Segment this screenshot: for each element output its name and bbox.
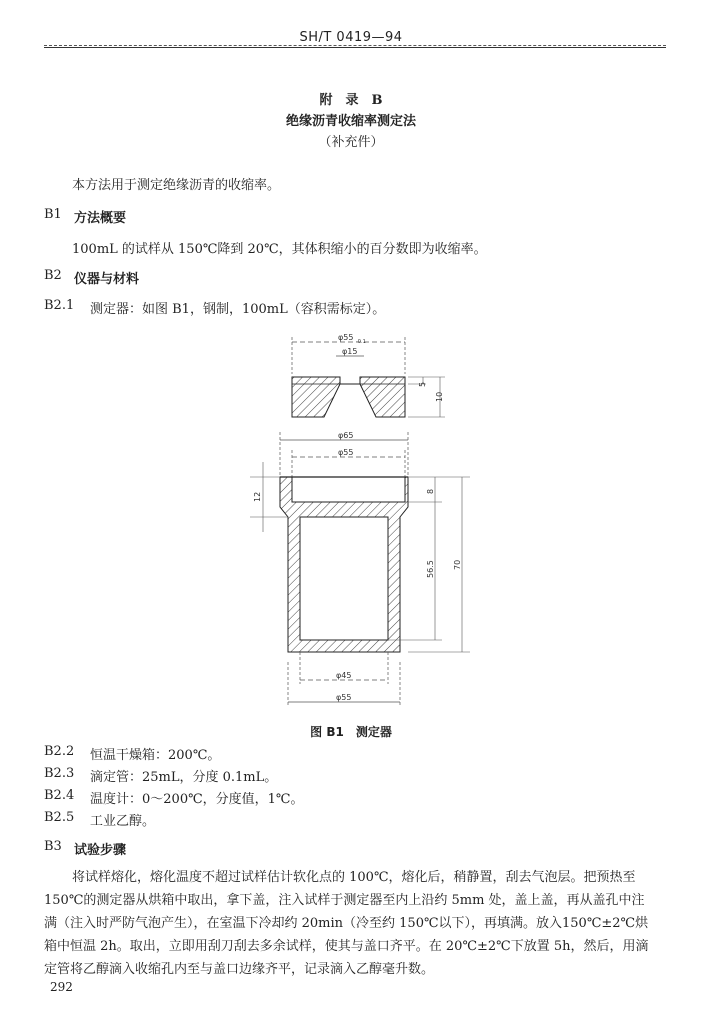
dim-bottom-inner: φ45 bbox=[336, 671, 352, 680]
section-b2-3-number: B2.3 bbox=[44, 766, 75, 781]
dim-inner-depth: 56.5 bbox=[426, 560, 435, 578]
header-rule bbox=[44, 45, 666, 46]
dim-total-height: 70 bbox=[453, 559, 462, 570]
section-b2-1-text: 测定器：如图 B1，钢制，100mL（容积需标定）。 bbox=[90, 302, 386, 317]
appendix-label: 附 录 B bbox=[319, 93, 383, 108]
section-b2-number: B2 bbox=[44, 268, 62, 283]
dim-body-inner-top: φ55 bbox=[338, 448, 354, 457]
appendix-note: （补充件） bbox=[318, 135, 384, 150]
section-b1-text: 100mL 的试样从 150℃降到 20℃，其体积缩小的百分数即为收缩率。 bbox=[72, 242, 487, 257]
section-b2-4-text: 温度计：0～200℃，分度值，1℃。 bbox=[90, 792, 304, 807]
section-b2-3-text: 滴定管：25mL，分度 0.1mL。 bbox=[90, 770, 278, 785]
dim-lid-height: 10 bbox=[435, 391, 444, 402]
section-b2-2-text: 恒温干燥箱：200℃。 bbox=[90, 748, 221, 763]
dim-rim-height: 8 bbox=[426, 488, 435, 494]
section-b3-number: B3 bbox=[44, 839, 62, 854]
page-number: 292 bbox=[50, 980, 73, 994]
dim-lid-hole: φ15 bbox=[342, 347, 358, 356]
appendix-title: 绝缘沥青收缩率测定法 bbox=[285, 114, 416, 129]
dim-rim-depth: 12 bbox=[253, 491, 262, 502]
section-b1-number: B1 bbox=[44, 207, 62, 222]
dim-body-outer: φ65 bbox=[338, 431, 354, 440]
section-b3-text: 将试样熔化，熔化温度不超过试样估计软化点的 100℃，熔化后，稍静置，刮去气泡层。把预热至 150℃的测定器从烘箱中取出，拿下盖，注入试样于测定器至内上沿约 5mm 处，盖上盖，再从盖孔中注满（注入时严防气泡产生），在室温下冷却约 20min（冷至约 150℃以下），再填满。放入150℃±2℃烘箱中恒温 2h。取出，立即用刮刀刮去多余试样，使其与盖口齐平。在 20℃±2℃下放置 5h，然后，用滴定管将乙醇滴入收缩孔内至与盖口边缘齐平，记录滴入乙醇毫升数。 bbox=[44, 870, 649, 977]
header-rule-solid bbox=[44, 47, 666, 48]
section-b2-4-number: B2.4 bbox=[44, 788, 75, 803]
figure-b1-drawing bbox=[230, 322, 480, 717]
intro-text: 本方法用于测定绝缘沥青的收缩率。 bbox=[72, 178, 281, 193]
figure-caption: 图 B1 测定器 bbox=[310, 725, 392, 739]
dim-bottom-outer: φ55 bbox=[336, 693, 352, 702]
section-b1-title: 方法概要 bbox=[74, 211, 127, 226]
dim-lid-thin: 5 bbox=[418, 381, 427, 387]
section-b2-5-number: B2.5 bbox=[44, 810, 75, 825]
section-b3-title: 试验步骤 bbox=[74, 843, 127, 858]
section-b2-5-text: 工业乙醇。 bbox=[90, 814, 156, 829]
standard-code: SH/T 0419—94 bbox=[299, 30, 403, 45]
section-b2-2-number: B2.2 bbox=[44, 744, 75, 759]
section-b2-1-number: B2.1 bbox=[44, 298, 75, 313]
dim-lid-outer-tolerance: -0.1 bbox=[356, 339, 366, 345]
dim-lid-outer: φ55 bbox=[338, 333, 354, 342]
section-b2-title: 仪器与材料 bbox=[74, 272, 140, 287]
